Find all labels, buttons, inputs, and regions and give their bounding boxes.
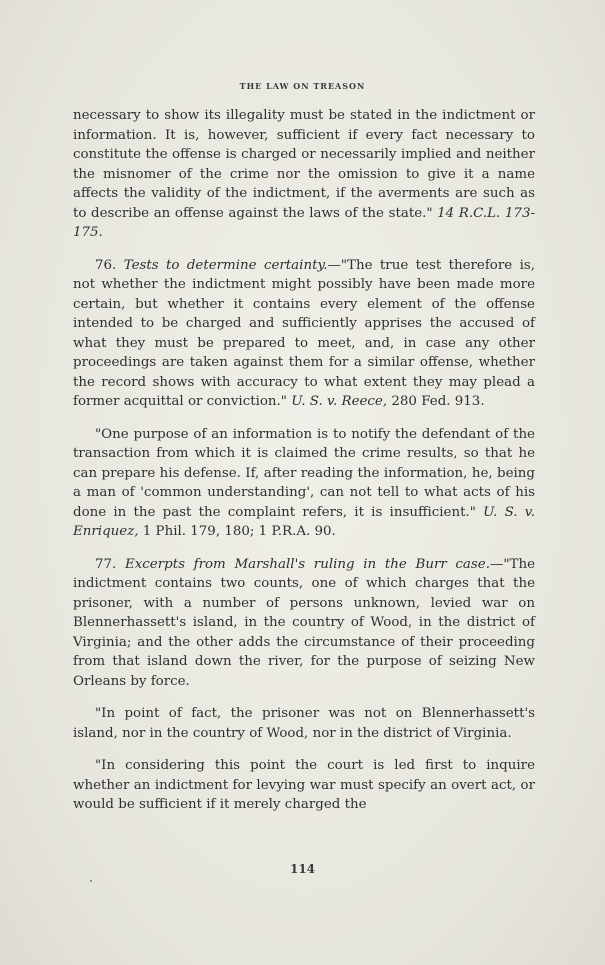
paragraph-6 [73, 756, 535, 815]
paragraph-text: —"The true test therefore is, not whether the indictment might possibly have been made more certain, but whether it contains every element of the offense intended to be charged and sufficiently apprises the accused of what they must be prepared to meet, and, in case any other proceedings are taken against them for a similar offense, whether the record shows with accuracy to what extent they may plead a former acquittal or conviction." [73, 257, 535, 409]
paragraph-5 [73, 704, 535, 743]
paragraph-text: "In considering this point the court is led first to inquire whether an indictment for levying war must specify an overt act, or would be sufficient if it merely charged the [73, 758, 535, 812]
body-text [73, 106, 535, 828]
paragraph-text: necessary to show its illegality must be stated in the indictment or information. It is, however, sufficient if every fact necessary to constitute the offense is charged or necessarily implied and neither the misnomer of the crime nor the omission to give it a name affects the validity of the indictment, if the averments are such as to describe an offense against the laws of the state." [73, 108, 535, 221]
page-number: 114 [289, 862, 316, 876]
citation-reporter: 280 Fed. 913. [391, 394, 485, 409]
section-number: 76. [95, 257, 117, 273]
section-heading: Excerpts from Marshall's ruling in the Burr case. [124, 556, 490, 572]
paragraph-text: "In point of fact, the prisoner was not on Blennerhassett's island, nor in the country of Wood, nor in the district of Virginia. [73, 706, 535, 741]
print-speck [90, 880, 92, 882]
paragraph-3 [73, 425, 535, 542]
section-number: 77. [95, 556, 117, 572]
paragraph-text: "One purpose of an information is to notify the defendant of the transaction from which it is claimed the crime results, so that he can prepare his defense. If, after reading the information, he, being a man of 'common understanding', can not tell to what acts of his done in the past the complaint refers, it is insufficient." [73, 426, 535, 520]
section-76 [73, 256, 535, 412]
section-77 [73, 555, 535, 692]
paragraph-text: —"The indictment contains two counts, one of which charges that the prisoner, with a number of persons unknown, levied war on Blennerhassett's island, in the country of Wood, in the district of Virginia; and the other adds the circumstance of their proceeding from that island down the river, for the purpose of seizing New Orleans by force. [73, 556, 535, 689]
citation: 14 R.C.L. 173-175. [73, 205, 535, 240]
paragraph-1 [73, 106, 535, 243]
citation-reporter: 1 Phil. 179, 180; 1 P.R.A. 90. [142, 524, 336, 539]
citation-case: U. S. v. Reece, [291, 394, 388, 409]
citation-case: U. S. v. Enriquez, [73, 504, 535, 539]
running-head: THE LAW ON TREASON [239, 81, 366, 91]
section-heading: Tests to determine certainty. [123, 257, 328, 273]
